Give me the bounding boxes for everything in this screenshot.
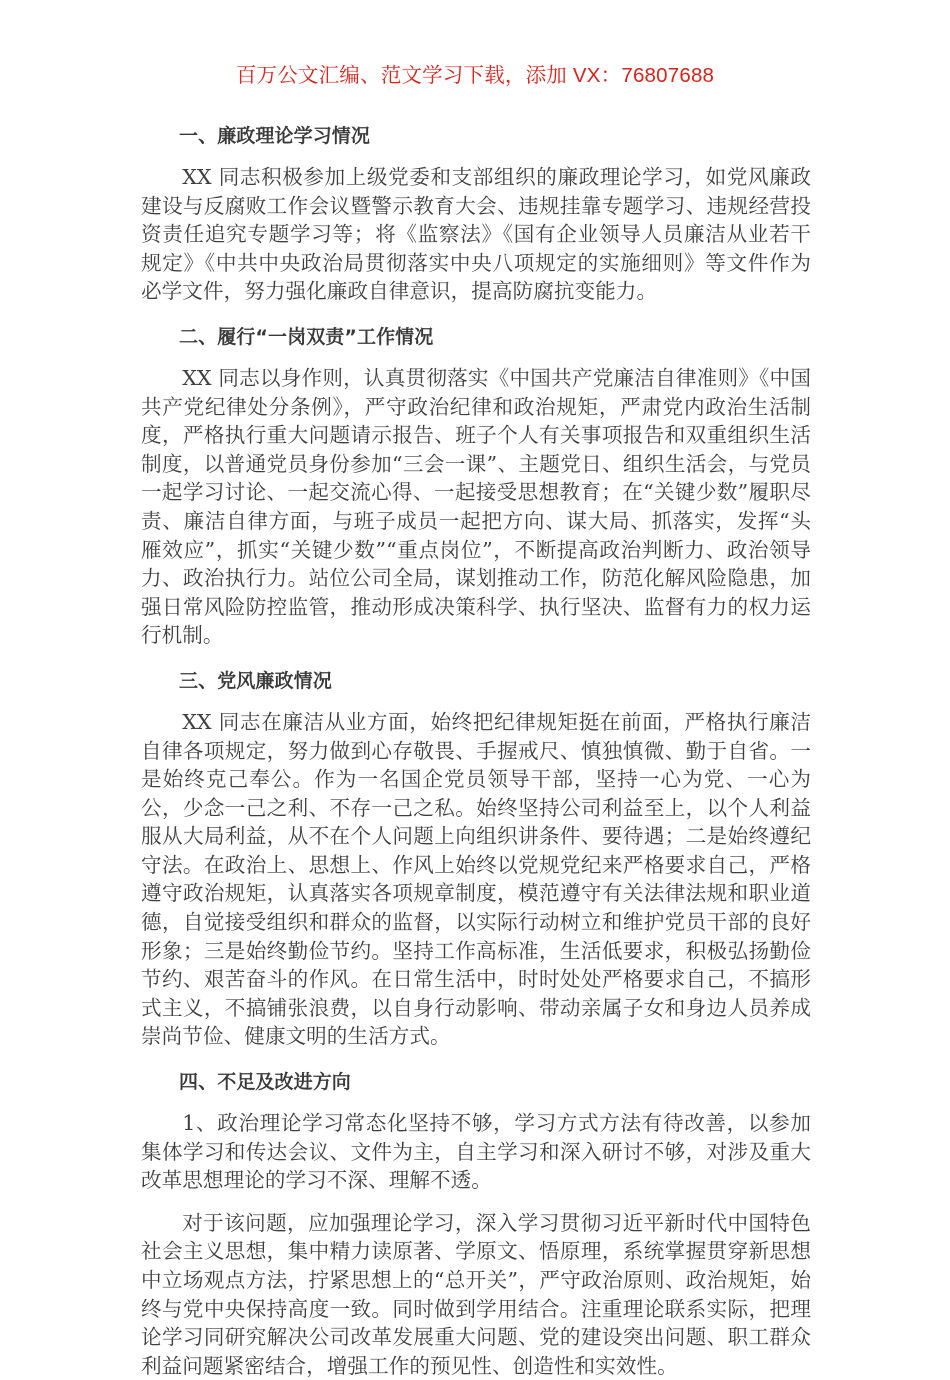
section-heading-2: 二、履行“一岗双责”工作情况 xyxy=(179,325,434,348)
promotional-banner: 百万公文汇编、范文学习下载，添加 VX：76807688 xyxy=(235,64,715,87)
section-heading-4: 四、不足及改进方向 xyxy=(179,1071,351,1094)
spacer xyxy=(141,306,811,323)
spacer xyxy=(141,696,811,708)
section-heading-1: 一、廉政理论学习情况 xyxy=(179,125,371,147)
spacer xyxy=(141,1097,811,1109)
spacer xyxy=(141,650,811,667)
section-1-paragraph-1: XX 同志积极参加上级党委和支部组织的廉政理论学习，如党风廉政建设与反腐败工作会议暨警示教育大会、违规挂靠专题学习、违规经营投资责任追究专题学习等；将《监察法》《国有企业领导人员廉洁从业若干规定》《中共中央政治局贯彻落实中央八项规定的实施细则》等文件作为必学文件，努力强化廉政自律意识，提高防腐抗变能力。 xyxy=(141,165,811,304)
spacer xyxy=(141,1051,811,1068)
section-3-paragraph-1: XX 同志在廉洁从业方面，始终把纪律规矩挺在前面，严格执行廉洁自律各项规定，努力做到心存敬畏、手握戒尺、慎独慎微、勤于自省。一是始终克己奉公。作为一名国企党员领导干部，坚持一心为党、一心为公，少念一己之利、不存一己之私。始终坚持公司利益至上，以个人利益服从大局利益，从不在个人问题上向组织讲条件、要待遇；二是始终遵纪守法。在政治上、思想上、作风上始终以党规党纪来严格要求自己，严格遵守政治规矩，认真落实各项规章制度，模范遵守有关法律法规和职业道德，自觉接受组织和群众的监督，以实际行动树立和维护党员干部的良好形象；三是始终勤俭节约。坚持工作高标准，生活低要求，积极弘扬勤俭节约、艰苦奋斗的作风。在日常生活中，时时处处严格要求自己，不搞形式主义，不搞铺张浪费，以自身行动影响、带动亲属子女和身边人员养成崇尚节俭、健康文明的生活方式。 xyxy=(141,709,811,1049)
spacer xyxy=(141,352,811,364)
spacer xyxy=(141,151,811,163)
section-heading-3: 三、党风廉政情况 xyxy=(179,669,332,692)
section-4-paragraph-1: 1、政治理论学习常态化坚持不够，学习方式方法有待改善，以参加集体学习和传达会议、文件为主，自主学习和深入研讨不够，对涉及重大改革思想理论的学习不深、理解不透。 xyxy=(141,1111,811,1193)
section-2-paragraph-1: XX 同志以身作则，认真贯彻落实《中国共产党廉洁自律准则》《中国共产党纪律处分条例》，严守政治纪律和政治规矩，严肃党内政治生活制度，严格执行重大问题请示报告、班子个人有关事项报告和双重组织生活制度，以普通党员身份参加“三会一课”、主题党日、组织生活会，与党员一起学习讨论、一起交流心得、一起接受思想教育；在“关键少数”履职尽责、廉洁自律方面，与班子成员一起把方向、谋大局、抓落实，发挥“头雁效应”，抓实“关键少数”“重点岗位”，不断提高政治判断力、政治领导力、政治执行力。站位公司全局，谋划推动工作，防范化解风险隐患，加强日常风险防控监管，推动形成决策科学、执行坚决、监督有力的权力运行机制。 xyxy=(141,365,811,648)
spacer xyxy=(141,1195,811,1209)
section-4-paragraph-2: 对于该问题，应加强理论学习，深入学习贯彻习近平新时代中国特色社会主义思想，集中精力读原著、学原文、悟原理，系统掌握贯穿新思想中立场观点方法，拧紧思想上的“总开关”，严守政治原则、政治规矩，始终与党中央保持高度一致。同时做到学用结合。注重理论联系实际，把理论学习同研究解决公司改革发展重大问题、党的建设突出问题、职工群众利益问题紧密结合，增强工作的预见性、创造性和实效性。 xyxy=(141,1210,811,1378)
document-body xyxy=(141,122,811,1380)
